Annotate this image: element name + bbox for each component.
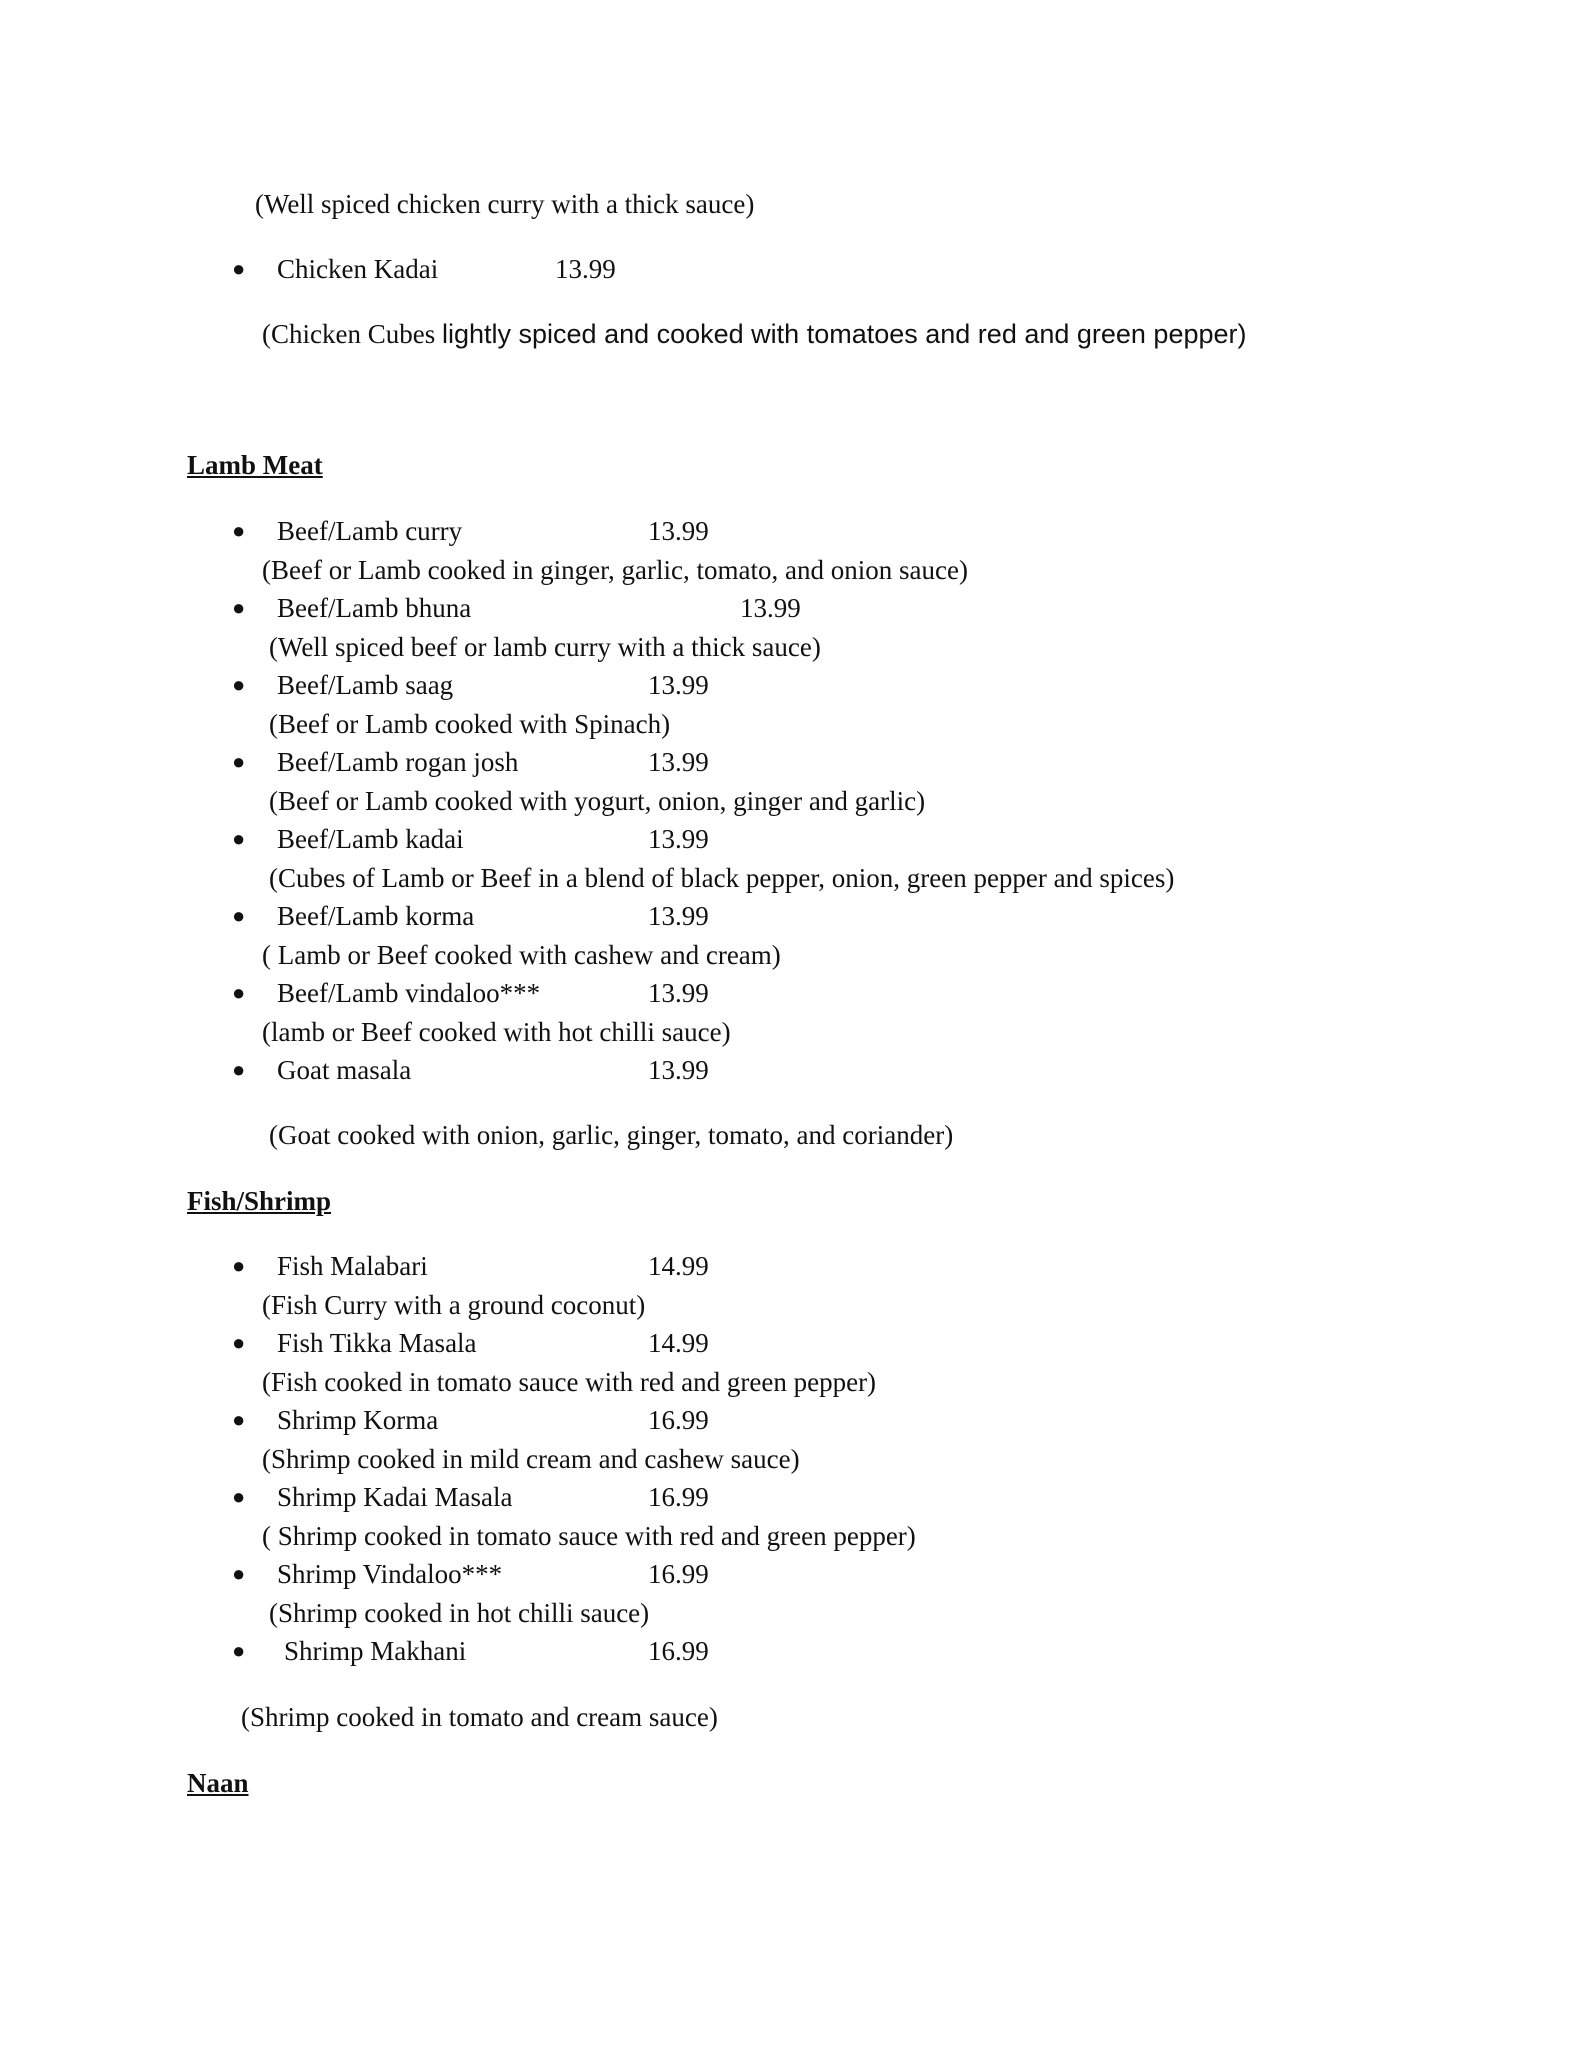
item-description: (Beef or Lamb cooked with yogurt, onion, ginger and garlic) [269,786,926,816]
bullet-icon: ● [232,1407,246,1432]
item-name: Fish Malabari [277,1251,428,1281]
description-part-sans: lightly spiced and cooked with tomatoes and red and green pepper) [441,319,1247,349]
item-price: 14.99 [648,1328,709,1358]
item-description: ( Lamb or Beef cooked with cashew and cream) [262,940,781,970]
item-price: 13.99 [648,747,709,777]
section-heading-fish-shrimp: Fish/Shrimp [187,1186,332,1216]
bullet-icon: ● [232,1561,246,1586]
item-name: Beef/Lamb vindaloo*** [277,978,541,1008]
item-description: (Beef or Lamb cooked in ginger, garlic, tomato, and onion sauce) [262,555,968,585]
item-name: Beef/Lamb rogan josh [277,747,519,777]
item-price: 13.99 [648,670,709,700]
description-part-serif: (Chicken Cubes [262,319,442,349]
item-description: (lamb or Beef cooked with hot chilli sauce) [262,1017,731,1047]
item-name: Shrimp Korma [277,1405,439,1435]
item-price: 13.99 [648,1055,709,1085]
bullet-icon: ● [232,826,246,851]
item-description: (Shrimp cooked in mild cream and cashew sauce) [262,1444,800,1474]
item-price: 13.99 [648,824,709,854]
item-price: 13.99 [648,978,709,1008]
bullet-icon: ● [232,672,246,697]
item-name: Beef/Lamb bhuna [277,593,472,623]
bullet-icon: ● [232,1484,246,1509]
item-name: Beef/Lamb saag [277,670,454,700]
item-name: Shrimp Kadai Masala [277,1482,513,1512]
bullet-icon: ● [232,1330,246,1355]
bullet-icon: ● [232,256,246,281]
item-description: (Fish Curry with a ground coconut) [262,1290,646,1320]
item-price: 16.99 [648,1482,709,1512]
bullet-icon: ● [232,903,246,928]
item-description: (Well spiced beef or lamb curry with a thick sauce) [269,632,821,662]
item-name: Chicken Kadai [277,254,439,284]
item-name: Beef/Lamb curry [277,516,463,546]
bullet-icon: ● [232,749,246,774]
item-name: Fish Tikka Masala [277,1328,477,1358]
item-price: 13.99 [555,254,616,284]
item-name: Shrimp Vindaloo*** [277,1559,503,1589]
bullet-icon: ● [232,1057,246,1082]
item-name: Beef/Lamb kadai [277,824,464,854]
chicken-bhuna-description: (Well spiced chicken curry with a thick sauce) [255,189,755,219]
item-name: Shrimp Makhani [284,1636,467,1666]
item-description: (Cubes of Lamb or Beef in a blend of black pepper, onion, green pepper and spices) [269,863,1175,893]
item-description: ( Shrimp cooked in tomato sauce with red and green pepper) [262,1521,916,1551]
item-name: Goat masala [277,1055,412,1085]
item-price: 13.99 [740,593,801,623]
item-description: (Goat cooked with onion, garlic, ginger, tomato, and coriander) [269,1120,954,1150]
bullet-icon: ● [232,1253,246,1278]
item-price: 16.99 [648,1636,709,1666]
item-price: 16.99 [648,1559,709,1589]
item-price: 13.99 [648,901,709,931]
chicken-kadai-description [262,317,1247,351]
section-heading-naan: Naan [187,1768,249,1798]
item-price: 16.99 [648,1405,709,1435]
bullet-icon: ● [232,518,246,543]
bullet-icon: ● [232,1638,246,1663]
item-description: (Fish cooked in tomato sauce with red and green pepper) [262,1367,877,1397]
item-name: Beef/Lamb korma [277,901,475,931]
item-price: 13.99 [648,516,709,546]
bullet-icon: ● [232,980,246,1005]
section-heading-lamb-meat: Lamb Meat [187,450,323,480]
item-description: (Beef or Lamb cooked with Spinach) [269,709,671,739]
item-description: (Shrimp cooked in tomato and cream sauce) [241,1702,718,1732]
item-price: 14.99 [648,1251,709,1281]
bullet-icon: ● [232,595,246,620]
item-description: (Shrimp cooked in hot chilli sauce) [269,1598,650,1628]
